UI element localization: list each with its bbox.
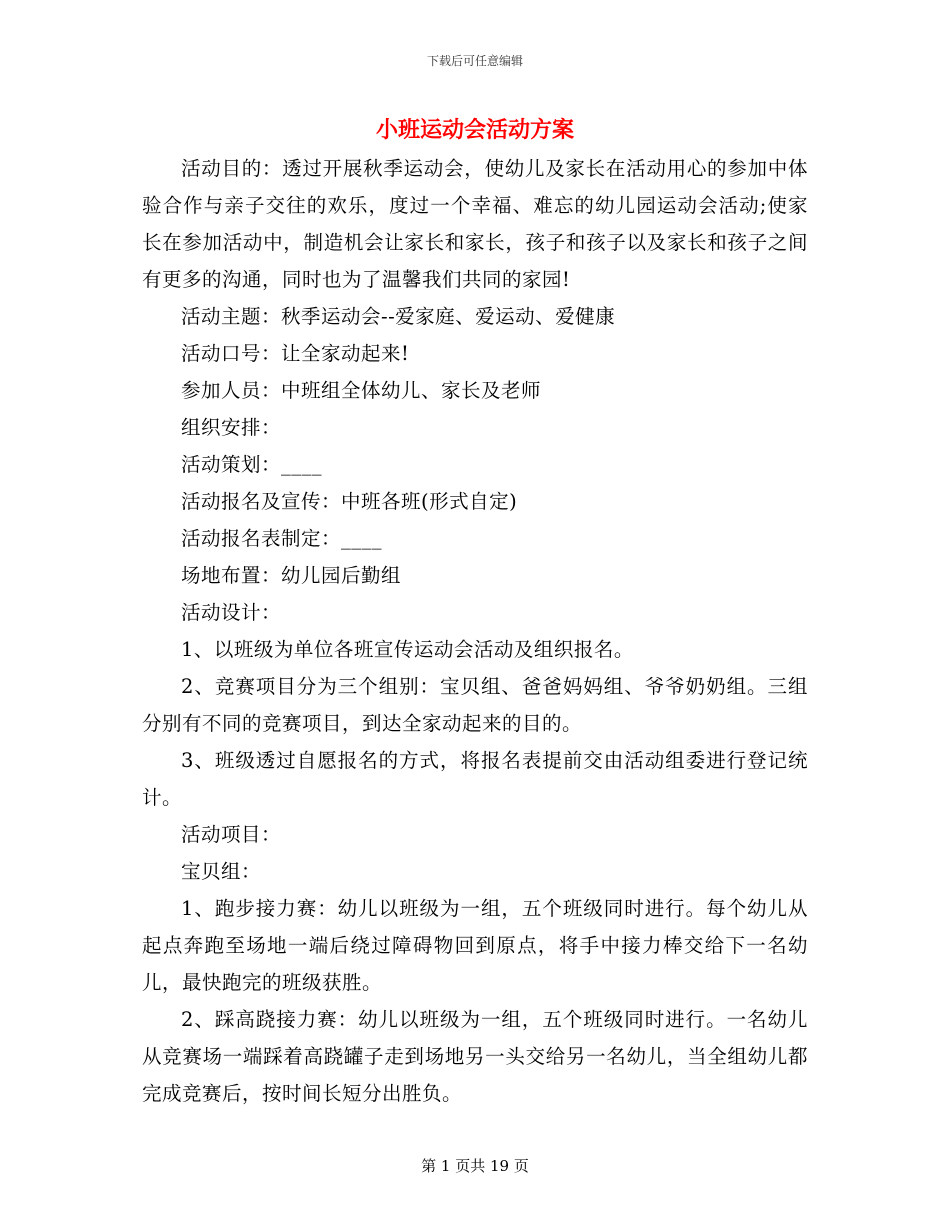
page-header-note: 下载后可任意编辑: [426, 54, 523, 68]
paragraph-planning: 活动策划：____: [181, 453, 323, 476]
paragraph-participants: 参加人员：中班组全体幼儿、家长及老师: [181, 379, 542, 402]
paragraph-relay-race: 1、跑步接力赛：幼儿以班级为一组，五个班级同时进行。每个幼儿从起点奔跑至场地一端后绕过障碍物回到原点，将手中接力棒交给下一名幼儿，最快跑完的班级获胜。: [142, 897, 808, 994]
paragraph-design-item-3: 3、班级透过自愿报名的方式，将报名表提前交由活动组委进行登记统计。: [142, 749, 808, 809]
paragraph-stilts-relay: 2、踩高跷接力赛：幼儿以班级为一组，五个班级同时进行。一名幼儿从竞赛场一端踩着高跷罐子走到场地另一头交给另一名幼儿，当全组幼儿都完成竞赛后，按时间长短分出胜负。: [142, 1008, 808, 1105]
document-body: [142, 150, 808, 1112]
paragraph-design-item-1: 1、以班级为单位各班宣传运动会活动及组织报名。: [181, 638, 634, 661]
paragraph-baby-group: 宝贝组：: [181, 860, 262, 883]
page-number-footer: 第 1 页共 19 页: [421, 1157, 529, 1175]
paragraph-design-item-2: 2、竞赛项目分为三个组别：宝贝组、爸爸妈妈组、爷爷奶奶组。三组分别有不同的竞赛项目，到达全家动起来的目的。: [142, 675, 808, 735]
paragraph-activity-items: 活动项目：: [181, 823, 282, 846]
paragraph-activity-design: 活动设计：: [181, 601, 282, 624]
document-title: 小班运动会活动方案: [375, 117, 574, 143]
paragraph-organization: 组织安排：: [181, 416, 282, 439]
paragraph-activity-theme: 活动主题：秋季运动会--爱家庭、爱运动、爱健康: [181, 305, 616, 328]
paragraph-registration-form: 活动报名表制定：____: [181, 527, 383, 550]
paragraph-activity-slogan: 活动口号：让全家动起来!: [181, 342, 410, 365]
paragraph-activity-purpose: 活动目的：透过开展秋季运动会，使幼儿及家长在活动用心的参加中体验合作与亲子交往的欢乐，度过一个幸福、难忘的幼儿园运动会活动;使家长在参加活动中，制造机会让家长和家长，孩子和孩子以及家长和孩子之间有更多的沟通，同时也为了温馨我们共同的家园!: [142, 157, 808, 291]
paragraph-venue-setup: 场地布置：幼儿园后勤组: [181, 564, 402, 587]
paragraph-registration-promotion: 活动报名及宣传：中班各班(形式自定): [181, 490, 518, 513]
